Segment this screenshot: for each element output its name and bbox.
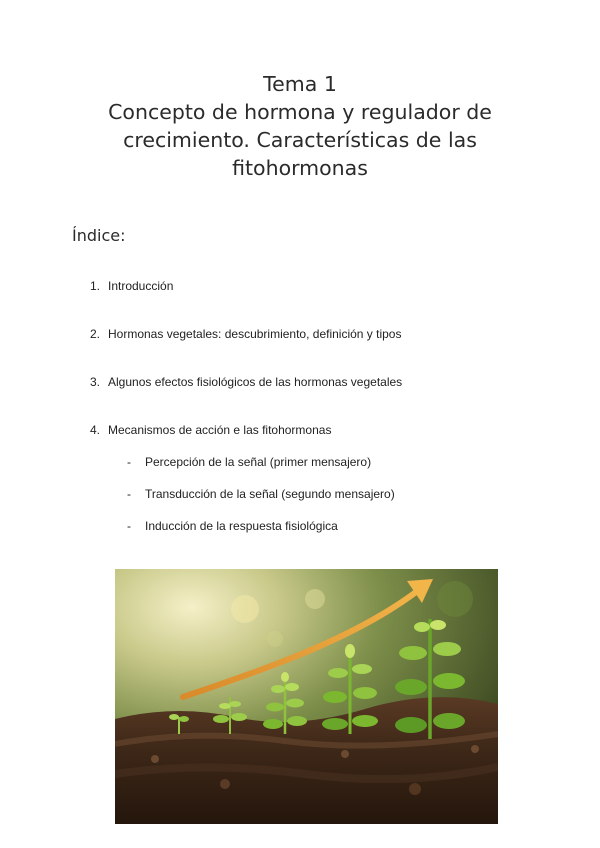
index-item-text: Algunos efectos fisiológicos de las hormonas vegetales: [108, 375, 403, 389]
index-subitem-text: Inducción de la respuesta fisiológica: [145, 519, 338, 533]
title-line-4: fitohormonas: [232, 156, 368, 180]
index-item-number: 1.: [90, 279, 101, 293]
index-heading: Índice:: [72, 226, 126, 245]
index-item-text: Mecanismos de acción e las fitohormonas: [108, 423, 332, 437]
bullet-dash: -: [127, 455, 131, 469]
title-line-1: Tema 1: [263, 72, 337, 96]
seedlings-growth-image: [115, 569, 498, 824]
bullet-dash: -: [127, 487, 131, 501]
document-title: [60, 70, 540, 182]
index-subitem-text: Percepción de la señal (primer mensajero): [145, 455, 372, 469]
index-item-text: Introducción: [108, 279, 174, 293]
index-item-number: 3.: [90, 375, 101, 389]
title-line-3: crecimiento. Características de las: [123, 128, 477, 152]
index-item-text: Hormonas vegetales: descubrimiento, definición y tipos: [108, 327, 402, 341]
title-line-2: Concepto de hormona y regulador de: [108, 100, 492, 124]
index-item-number: 4.: [90, 423, 101, 437]
index-subitem-text: Transducción de la señal (segundo mensajero): [145, 487, 395, 501]
index-item-number: 2.: [90, 327, 101, 341]
bullet-dash: -: [127, 519, 131, 533]
